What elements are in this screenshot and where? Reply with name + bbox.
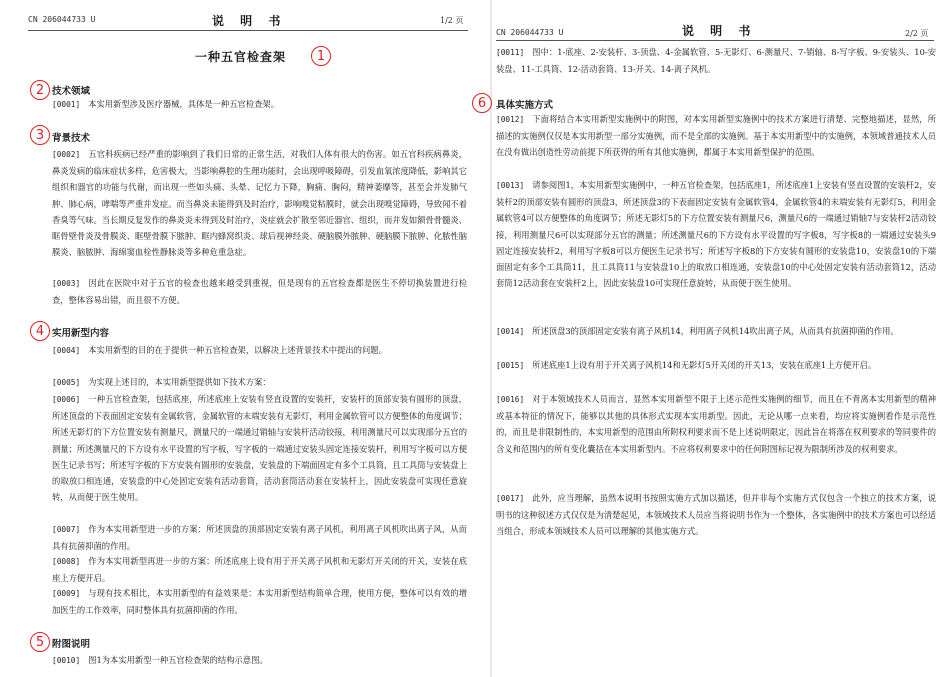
paragraph-0011: [496, 44, 936, 77]
paragraph-number: [0010]: [52, 656, 81, 665]
paragraph-text: 一种五官检查架，包括底座，所述底座上安装有竖直设置的安装杆，安装杆的顶部安装有圆形的顶盘，所述顶盘的下表面固定安装有金属软管，金属软管的末端安装有无影灯，利用金属软管可以方便整体的角度调节；所述无影灯的下方位置安装有测量尺，测量尺的一端通过销轴与安装杆活动铰接，利用测量尺可以实现部分五官的测量；所述测量尺的下方设有水平设置的写字板，写字板的一端通过安装头固定连接安装杆，利用写字板可以方便医生记录书写；所述写字板的下方安装有圆形的安装盘，安装盘的下端面固定有多个工具筒，且工具筒与安装盘上的取放口相连通，安装盘的中心处固定安装有活动套筒，活动套筒活动套在安装杆上，因此安装盘可实现任意旋转，从而便于医生使用。: [52, 394, 467, 503]
section-background: 背景技术: [52, 133, 91, 144]
paragraph-text: 作为本实用新型再进一步的方案：所述底座上设有用于开关离子风机和无影灯开关闭的开关，安装在底座上方便开启。: [52, 556, 467, 584]
paragraph-0008: [52, 553, 467, 586]
header-rule: [28, 30, 468, 31]
paragraph-0001: [52, 96, 467, 113]
paragraph-number: [0015]: [496, 361, 525, 370]
paragraph-0009: [52, 585, 467, 618]
paragraph-number: [0001]: [52, 100, 81, 109]
paragraph-text: 所述底座1上设有用于开关离子风机14和无影灯5开关闭的开关13，安装在底座1上方便开启。: [532, 360, 877, 370]
paragraph-number: [0006]: [52, 395, 81, 404]
section-drawings: 附图说明: [52, 639, 91, 650]
paragraph-text: 因此在医院中对于五官的检查也越来越受到重视，但是现有的五官检查都是医生不停切换装置进行检查，整体容易出错，而且很不方便。: [52, 278, 467, 306]
paragraph-text: 此外，应当理解，虽然本说明书按照实施方式加以描述，但并非每个实施方式仅包含一个独立的技术方案，说明书的这种叙述方式仅仅是为清楚起见，本领域技术人员应当将说明书作为一个整体，各实施例中的技术方案也可以经适当组合，形成本领域技术人员可以理解的其他实施方式。: [496, 493, 936, 537]
paragraph-number: [0014]: [496, 327, 525, 336]
paragraph-text: 五官科疾病已经严重的影响到了我们日常的正常生活，对我们人体有很大的伤害。如五官科疾病鼻炎，鼻炎发病的临床症状多样，危害极大，当影响鼻腔的生理功能时，会出现呼吸障碍，引发血氧浓度降低，影响其它组织和器官的功能与代谢，而出现一些如头痛、头晕、记忆力下降，胸痛、胸闷，精神萎靡等，甚至会并发肺气肿、肺心病，哮喘等严重并发症。而当鼻炎未能得到及时治疗，影响嗅觉粘膜时，就会出现嗅觉障碍，导致闻不着香臭等气味。当长期反复发作的鼻炎炎未得到及时治疗，炎症就会扩散至邻近器官、组织，而并发如额骨骨髓炎、眶骨壁骨炎及骨膜炎、眶壁骨膜下脓肿、眶内蜂窝织炎、球后视神经炎、硬脑膜外脓肿、硬脑膜下脓肿、化脓性脑膜炎、脑脓肿、海绵窦血栓性静脉炎等多种危重急症。: [52, 149, 467, 258]
paragraph-text: 所述顶盘3的顶部固定安装有离子风机14，利用离子风机14吹出离子风，从而具有抗菌抑菌的作用。: [532, 326, 899, 336]
paragraph-0005: [52, 374, 467, 391]
paragraph-0014: [496, 323, 936, 340]
paragraph-number: [0003]: [52, 279, 81, 288]
paragraph-number: [0002]: [52, 150, 81, 159]
paragraph-text: 为实现上述目的，本实用新型提供如下技术方案：: [88, 377, 271, 387]
paragraph-number: [0005]: [52, 378, 81, 387]
section-embodiments: 具体实施方式: [496, 100, 554, 111]
paragraph-0003: [52, 275, 467, 308]
paragraph-0016: [496, 391, 936, 457]
patent-id: CN 206044733 U: [496, 28, 564, 37]
paragraph-text: 图中：1-底座、2-安装杆、3-顶盘、4-金属软管、5-无影灯、6-测量尺、7-销轴、8-写字板、9-安装头、10-安装盘、11-工具筒、12-活动套筒、13-开关、14-离子风机。: [496, 47, 936, 75]
paragraph-0002: [52, 146, 467, 260]
section-technical-field: 技术领域: [52, 86, 91, 97]
paragraph-number: [0008]: [52, 557, 81, 566]
paragraph-number: [0004]: [52, 346, 81, 355]
paragraph-text: 对于本领域技术人员而言，显然本实用新型不限于上述示范性实施例的细节，而且在不背离本实用新型的精神或基本特征的情况下，能够以其他的具体形式实现本实用新型。因此，无论从哪一点来看，均应将实施例看作是示范性的，而且是非限制性的，本实用新型的范围由所附权利要求而不是上述说明限定，因此旨在将落在权利要求的等同要件的含义和范围内的所有变化囊括在本实用新型内。不应将权利要求中的任何附图标记视为限制所涉及的权利要求。: [496, 394, 936, 454]
paragraph-0012: [496, 111, 936, 161]
page-number: 1/2 页: [440, 16, 464, 25]
paragraph-number: [0016]: [496, 395, 525, 404]
page-number: 2/2 页: [905, 29, 929, 38]
paragraph-0015: [496, 357, 936, 374]
paragraph-0006: [52, 391, 467, 505]
paragraph-number: [0013]: [496, 181, 525, 190]
paragraph-text: 作为本实用新型进一步的方案：所述顶盘的顶部固定安装有离子风机，利用离子风机吹出离子风，从而具有抗菌抑菌的作用。: [52, 524, 467, 552]
paragraph-number: [0009]: [52, 589, 81, 598]
paragraph-0007: [52, 521, 467, 554]
paragraph-0004: [52, 342, 467, 359]
paragraph-number: [0012]: [496, 115, 525, 124]
patent-id: CN 206044733 U: [28, 15, 96, 24]
annotation-marker-5: 5: [30, 632, 50, 652]
paragraph-text: 与现有技术相比，本实用新型的有益效果是：本实用新型结构简单合理，使用方便，整体可以有效的增加医生的工作效率，同时整体具有抗菌抑菌的作用。: [52, 588, 467, 616]
annotation-marker-4: 4: [30, 321, 50, 341]
annotation-marker-1: 1: [311, 46, 331, 66]
doc-type-heading: 说 明 书: [212, 14, 287, 28]
paragraph-number: [0007]: [52, 525, 81, 534]
doc-type-heading: 说 明 书: [682, 24, 757, 38]
annotation-marker-6: 6: [472, 93, 492, 113]
paragraph-text: 本实用新型的目的在于提供一种五官检查架，以解决上述背景技术中提出的问题。: [88, 345, 387, 355]
header-rule: [496, 40, 934, 41]
paragraph-text: 图1为本实用新型一种五官检查架的结构示意图。: [88, 655, 268, 665]
paragraph-0010: [52, 652, 467, 669]
paragraph-text: 请参阅图1，本实用新型实施例中，一种五官检查架，包括底座1，所述底座1上安装有竖直设置的安装杆2，安装杆2的顶部安装有圆形的顶盘3，所述顶盘3的下表面固定安装有金属软管4，金属软管4的末端安装有无影灯5，利用金属软管4可以方便整体的角度调节；所述无影灯5的下方位置安装有测量尺6，测量尺6的一端通过销轴7与安装杆2活动铰接，利用测量尺6可以实现部分五官的测量；所述测量尺6的下方设有水平设置的写字板8，写字板8的一端通过安装头9固定连接安装杆2，利用写字板8可以方便医生记录书写；所述写字板8的下方安装有圆形的安装盘10，安装盘10的下端面固定有多个工具筒11，且工具筒11与安装盘10上的取放口相连通，安装盘10的中心处固定安装有活动套筒12，活动套筒12活动套在安装杆2上，因此安装盘10可实现任意旋转，从而便于医生使用。: [496, 180, 936, 289]
annotation-marker-3: 3: [30, 125, 50, 145]
paragraph-text: 下面将结合本实用新型实施例中的附图，对本实用新型实施例中的技术方案进行清楚、完整地描述，显然，所描述的实施例仅仅是本实用新型一部分实施例，而不是全部的实施例。基于本实用新型中的实施例，本领域普通技术人员在没有做出创造性劳动前提下所获得的所有其他实施例，都属于本实用新型保护的范围。: [496, 114, 936, 158]
paragraph-0017: [496, 490, 936, 540]
paragraph-0013: [496, 177, 936, 291]
paragraph-number: [0011]: [496, 48, 525, 57]
page-2: [477, 0, 947, 677]
document-title: 一种五官检查架: [195, 50, 287, 64]
paragraph-text: 本实用新型涉及医疗器械，具体是一种五官检查架。: [88, 99, 280, 109]
section-utility-content: 实用新型内容: [52, 328, 110, 339]
annotation-marker-2: 2: [30, 80, 50, 100]
paragraph-number: [0017]: [496, 494, 525, 503]
